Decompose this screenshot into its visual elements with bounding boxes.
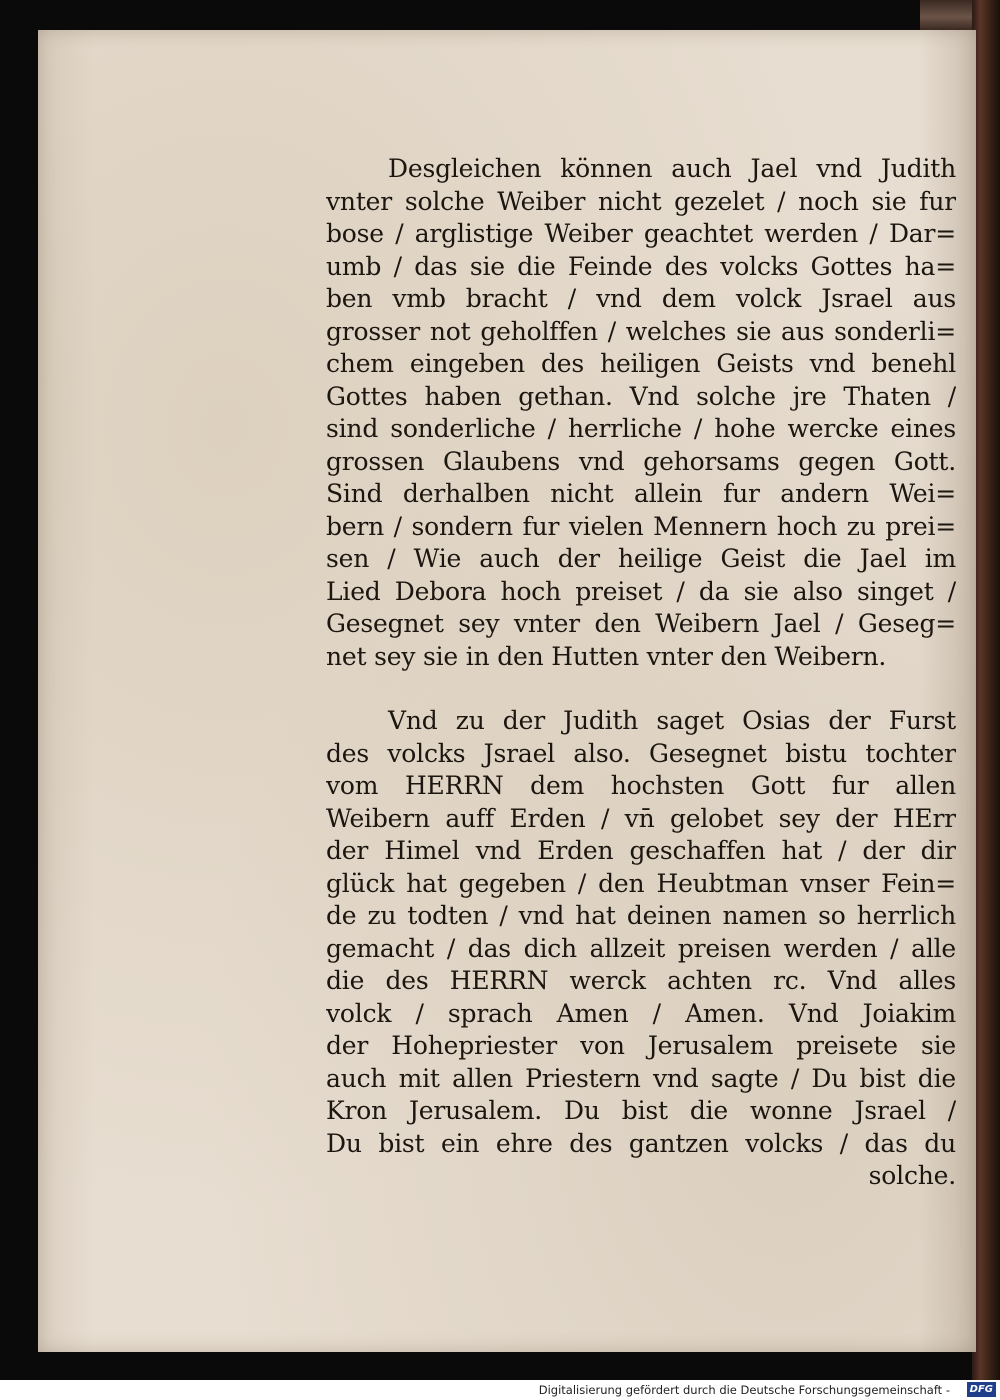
footer-credit: Digitalisierung gefördert durch die Deutsche Forschungsgemeinschaft - xyxy=(538,1383,950,1397)
text-line: net sey sie in den Hutten vnter den Weibern. xyxy=(326,641,887,671)
text-line: der Hohepriester von Jerusalem preisete sie xyxy=(326,1031,956,1060)
text-line: Vnd zu der Judith saget Osias der Furst xyxy=(388,706,956,735)
text-line: grosser not geholffen / welches sie aus sonderli= xyxy=(326,316,956,346)
text-line: des volcks Jsrael also. Gesegnet bistu tochter xyxy=(326,738,956,768)
text-line: grossen Glaubens vnd gehorsams gegen Gott. xyxy=(326,446,956,476)
text-line: ben vmb bracht / vnd dem volck Jsrael aus xyxy=(326,284,956,313)
text-line: chem eingeben des heiligen Geists vnd benehl xyxy=(326,349,956,378)
text-line: sen / Wie auch der heilige Geist die Jael im xyxy=(326,544,956,573)
text-line: Weibern auff Erden / vn̄ gelobet sey der HErr xyxy=(326,803,956,833)
text-line: die des HERRN werck achten rc. Vnd alles xyxy=(326,966,956,995)
dfg-logo: DFG xyxy=(967,1382,996,1397)
text-line: glück hat gegeben / den Heubtman vnser Fein= xyxy=(326,868,956,898)
catchword: solche. xyxy=(868,1161,956,1190)
text-line: Lied Debora hoch preiset / da sie also singet / xyxy=(326,576,956,606)
footer-bar xyxy=(0,1380,1000,1400)
text-line: vom HERRN dem hochsten Gott fur allen xyxy=(326,771,956,800)
paragraph-gap xyxy=(326,673,956,705)
text-line: Gottes haben gethan. Vnd solche jre Thaten / xyxy=(326,381,956,411)
book-page xyxy=(38,30,976,1352)
text-line: Gesegnet sey vnter den Weibern Jael / Geseg= xyxy=(326,609,956,638)
page-text xyxy=(326,153,956,1193)
text-line: Du bist ein ehre des gantzen volcks / das du xyxy=(326,1128,956,1158)
text-line: vnter solche Weiber nicht gezelet / noch sie fur xyxy=(326,186,956,216)
text-line: umb / das sie die Feinde des volcks Gottes ha= xyxy=(326,251,956,281)
text-line: gemacht / das dich allzeit preisen werden / alle xyxy=(326,933,956,963)
text-line: bern / sondern fur vielen Mennern hoch zu prei= xyxy=(326,511,956,541)
text-line: volck / sprach Amen / Amen. Vnd Joiakim xyxy=(326,998,956,1028)
text-line: Sind derhalben nicht allein fur andern Wei= xyxy=(326,479,956,508)
text-line: bose / arglistige Weiber geachtet werden / Dar= xyxy=(326,219,956,248)
text-line: de zu todten / vnd hat deinen namen so herrlich xyxy=(326,901,956,930)
book-cover-edge xyxy=(972,0,1000,1380)
text-line: Desgleichen können auch Jael vnd Judith xyxy=(388,154,956,183)
text-line: Kron Jerusalem. Du bist die wonne Jsrael / xyxy=(326,1096,956,1125)
text-line: sind sonderliche / herrliche / hohe wercke eines xyxy=(326,414,956,443)
text-line: der Himel vnd Erden geschaffen hat / der dir xyxy=(326,836,956,865)
text-line: auch mit allen Priestern vnd sagte / Du bist die xyxy=(326,1063,956,1093)
